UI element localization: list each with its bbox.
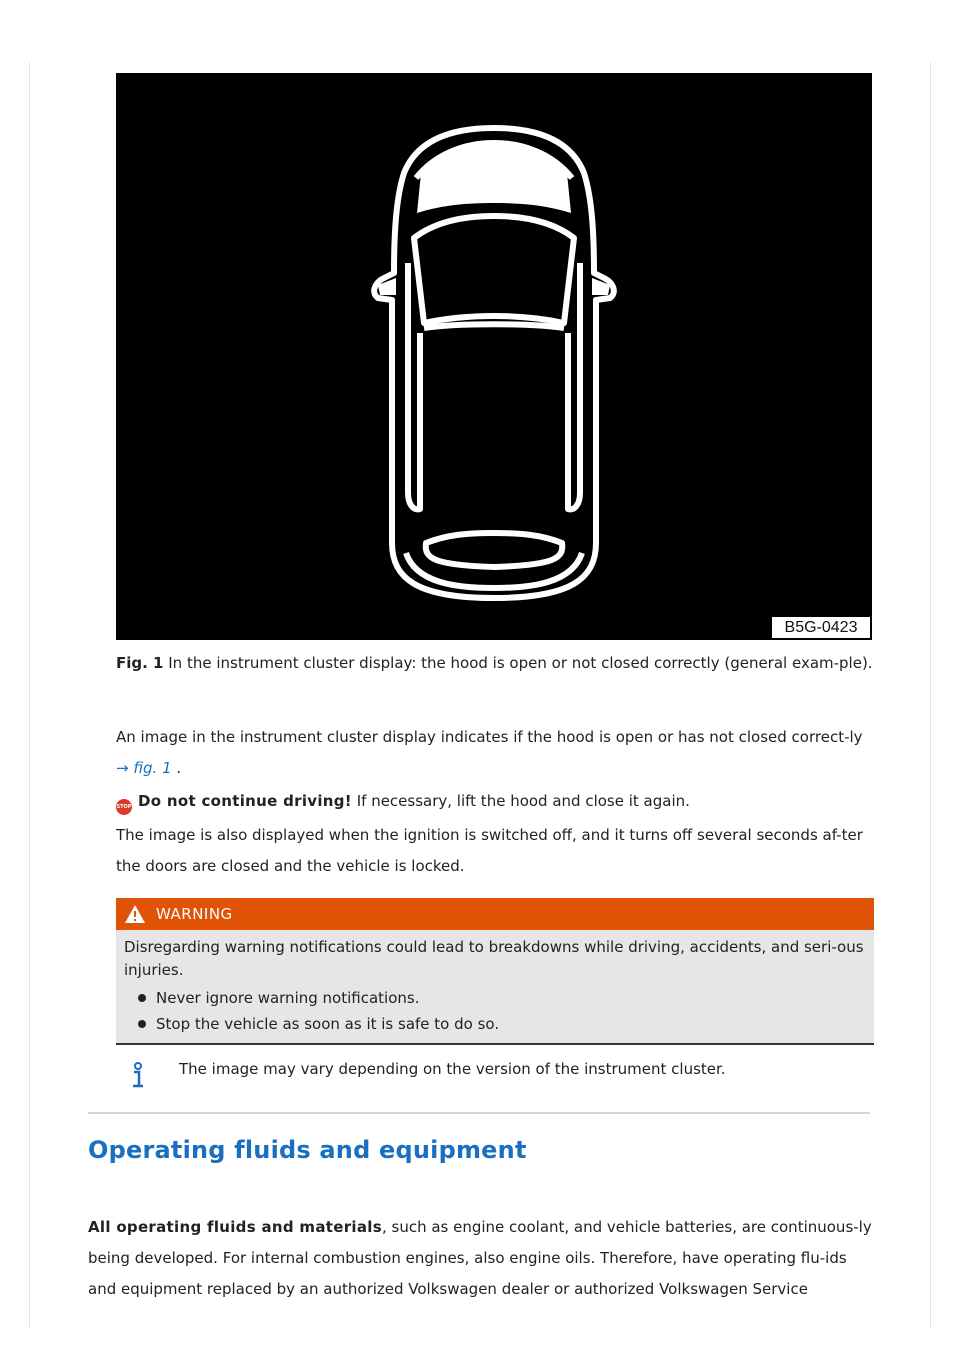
- figure-caption-text: In the instrument cluster display: the hood is open or not closed correctly (general exam-ple).: [163, 654, 873, 672]
- intro-text: An image in the instrument cluster display indicates if the hood is open or has not closed correct-ly: [116, 728, 863, 746]
- warning-list-item: Never ignore warning notifications.: [138, 985, 866, 1011]
- section-divider: [88, 1112, 870, 1114]
- warning-header: [116, 898, 874, 930]
- display-paragraph: The image is also displayed when the ignition is switched off, and it turns off several seconds af-ter the doors are closed and the vehicle is locked.: [116, 826, 863, 875]
- stop-lead: Do not continue driving!: [138, 792, 352, 810]
- intro-suffix: .: [171, 759, 182, 777]
- warning-title: WARNING: [156, 905, 233, 923]
- info-icon: [130, 1062, 146, 1090]
- body-paragraph: [88, 1212, 876, 1305]
- figure-caption-label: Fig. 1: [116, 654, 164, 672]
- stop-icon: STOP: [116, 799, 132, 815]
- warning-list: [124, 985, 866, 1037]
- body-lead: All operating fluids and materials: [88, 1218, 382, 1236]
- figure-link[interactable]: → fig. 1: [116, 759, 172, 777]
- intro-paragraph: [116, 722, 876, 784]
- info-note-text: The image may vary depending on the version of the instrument cluster.: [179, 1060, 726, 1078]
- warning-list-item: Stop the vehicle as soon as it is safe to do so.: [138, 1011, 866, 1037]
- stop-text: If necessary, lift the hood and close it again.: [351, 792, 690, 810]
- warning-body: [116, 930, 874, 1045]
- hood-open-figure: [116, 73, 872, 640]
- body-text: , such as engine coolant, and vehicle batteries, are continuous-ly being developed. For internal combustion engines, also engine oils. Therefore, have operating flu-ids and equipment replaced by an authorized Volkswagen dealer or authorized Volkswagen Service: [88, 1218, 872, 1298]
- section-title: Operating fluids and equipment: [88, 1136, 527, 1164]
- warning-box: [116, 898, 874, 1045]
- figure-code-label: B5G-0423: [771, 616, 871, 639]
- page-margin-line-left: [29, 62, 30, 1328]
- stop-paragraph: [116, 786, 876, 817]
- warning-triangle-icon: [124, 904, 146, 924]
- car-outline-illustration: [116, 73, 872, 640]
- page-margin-line-right: [930, 62, 931, 1328]
- warning-text: Disregarding warning notifications could lead to breakdowns while driving, accidents, and seri-ous injuries.: [124, 938, 864, 979]
- figure-caption: [116, 652, 876, 675]
